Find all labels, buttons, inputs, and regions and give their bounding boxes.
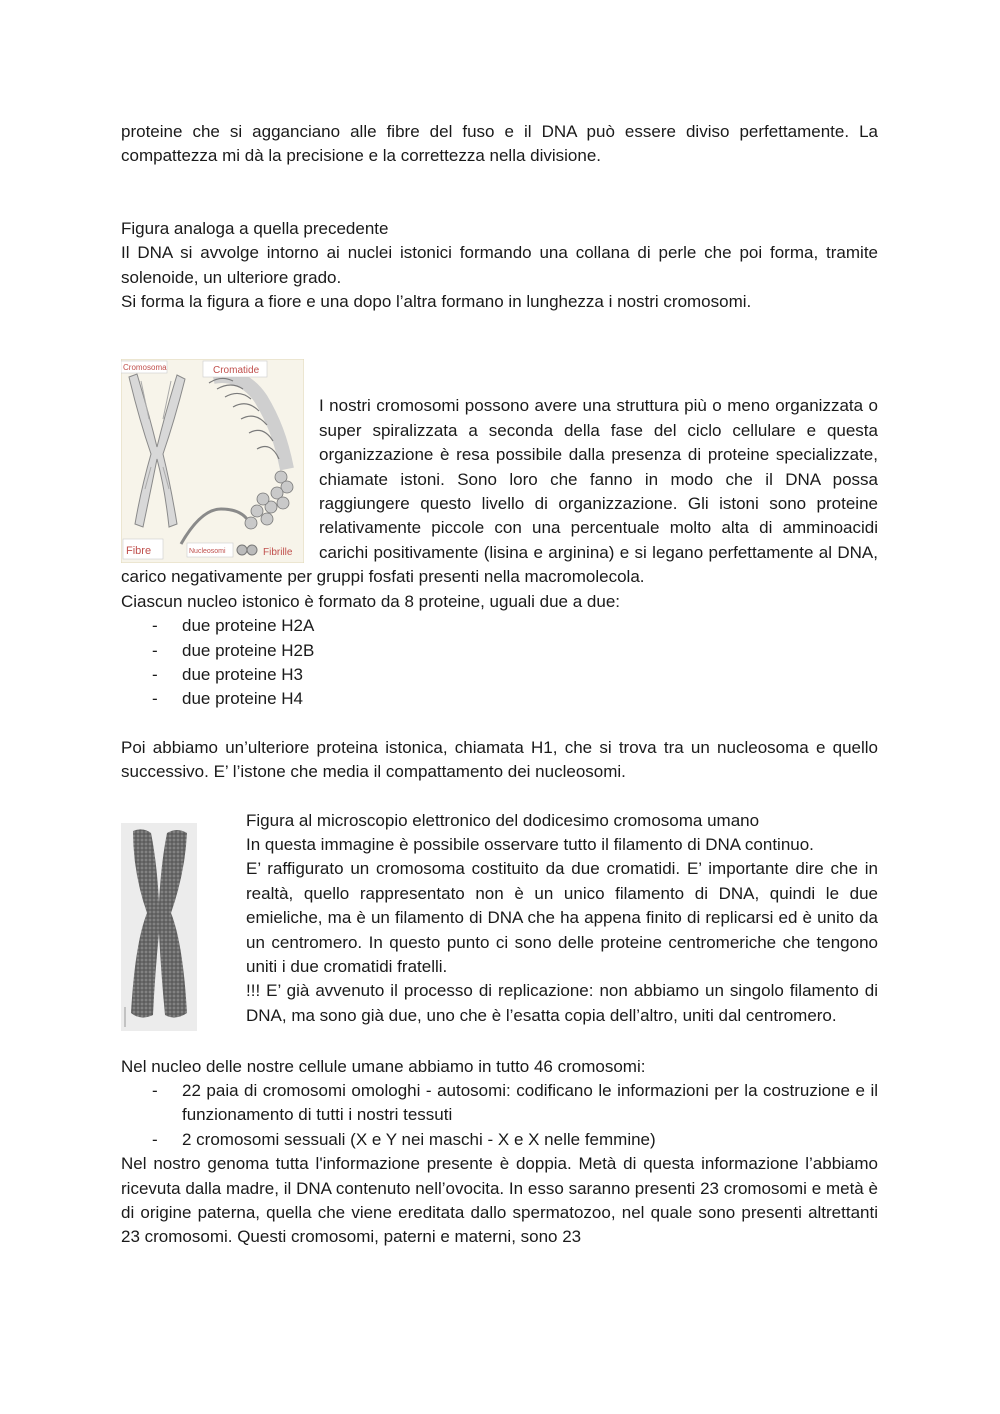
list-item: - due proteine H2A (121, 614, 878, 638)
chromosome-micrograph-figure (121, 823, 197, 1031)
intro-paragraph: proteine che si agganciano alle fibre del fuso e il DNA può essere diviso perfettamente. La compattezza mi dà la precisione e la correttezza nella divisione. (121, 122, 878, 166)
label-cromatide: Cromatide (213, 365, 260, 377)
chromosome-micrograph (121, 823, 197, 1031)
label-fibrille: Fibrille (263, 547, 293, 559)
label-cromosoma: Cromosoma (123, 363, 167, 373)
section4-paragraph-2: E’ raffigurato un cromosoma costituito da due cromatidi. E’ importante dire che in realtà, quello rappresentato non è un unico filamento di DNA, quindi le due emieliche, ma è un filamento di DNA che ha appena finito di replicarsi ed è unito da un centromero. In questo punto ci sono delle proteine centromeriche che tengono uniti i due cromatidi fratelli. (246, 859, 878, 976)
section4-paragraph-1: In questa immagine è possibile osservare tutto il filamento di DNA continuo. (246, 834, 814, 854)
list-item: - due proteine H2B (121, 639, 878, 663)
label-nucleosomi: Nucleosomi (189, 548, 226, 556)
section4-heading: Figura al microscopio elettronico del dodicesimo cromosoma umano (246, 810, 760, 830)
section3-paragraph: Poi abbiamo un’ulteriore proteina istonica, chiamata H1, che si trova tra un nucleosoma e quello successivo. E’ l’istone che media il compattamento dei nucleosomi. (121, 737, 878, 782)
section5-paragraph: Nel nostro genoma tutta l'informazione presente è doppia. Metà di questa informazione l’abbiamo ricevuta dalla madre, il DNA contenuto nell’ovocita. In esso saranno presenti 23 cromosomi e metà è di origine paterna, quella che viene ereditata dallo spermatozoo, nel quale sono presenti altrettanti 23 cromosomi. Questi cromosomi, paterni e materni, sono 23 (121, 1154, 878, 1247)
section5-intro: Nel nucleo delle nostre cellule umane abbiamo in tutto 46 cromosomi: (121, 1056, 646, 1076)
electron-micrograph-section (121, 809, 878, 1031)
section1-paragraph-1: Il DNA si avvolge intorno ai nuclei istonici formando una collana di perle che poi forma, tramite solenoide, un ulteriore grado. (121, 243, 878, 287)
list-item: - 22 paia di cromosomi omologhi - autosomi: codificano le informazioni per la costruzione e il funzionamento di tutti i nostri tessuti (121, 1079, 878, 1128)
section2-paragraph: I nostri cromosomi possono avere una struttura più o meno organizzata o super spiralizzata a seconda della fase del ciclo cellulare e questa organizzazione è resa possibile dalla presenza di proteine specializzate, chiamate istoni. Sono loro che fanno in modo che il DNA possa raggiungere questo livello di organizzazione. Gli istoni sono proteine relativamente piccole con una percentuale molto alta di amminoacidi carichi positivamente (lisina e arginina) e si legano perfettamente al DNA, carico negativamente per gruppi fosfati presenti nella macromolecola. (121, 396, 878, 587)
histone-list (121, 614, 878, 712)
chromatin-structure-figure (121, 359, 304, 563)
list-item: - due proteine H3 (121, 663, 878, 687)
chromosome-count-list (121, 1079, 878, 1152)
section1-paragraph-2: Si forma la figura a fiore e una dopo l’altra formano in lunghezza i nostri cromosomi. (121, 292, 752, 312)
list-item: - 2 cromosomi sessuali (X e Y nei maschi - X e X nelle femmine) (121, 1128, 878, 1152)
chromatin-illustration (121, 359, 304, 563)
list-item: - due proteine H4 (121, 687, 878, 711)
section1-heading: Figura analoga a quella precedente (121, 218, 389, 238)
document-page (121, 120, 878, 1250)
section2-list-intro: Ciascun nucleo istonico è formato da 8 proteine, uguali due a due: (121, 591, 620, 611)
label-fibre: Fibre (126, 545, 152, 558)
section4-paragraph-3: !!! E’ già avvenuto il processo di replicazione: non abbiamo un singolo filamento di DNA, ma sono già due, uno che è l’esatta copia dell’altro, uniti dal centromero. (246, 981, 878, 1025)
